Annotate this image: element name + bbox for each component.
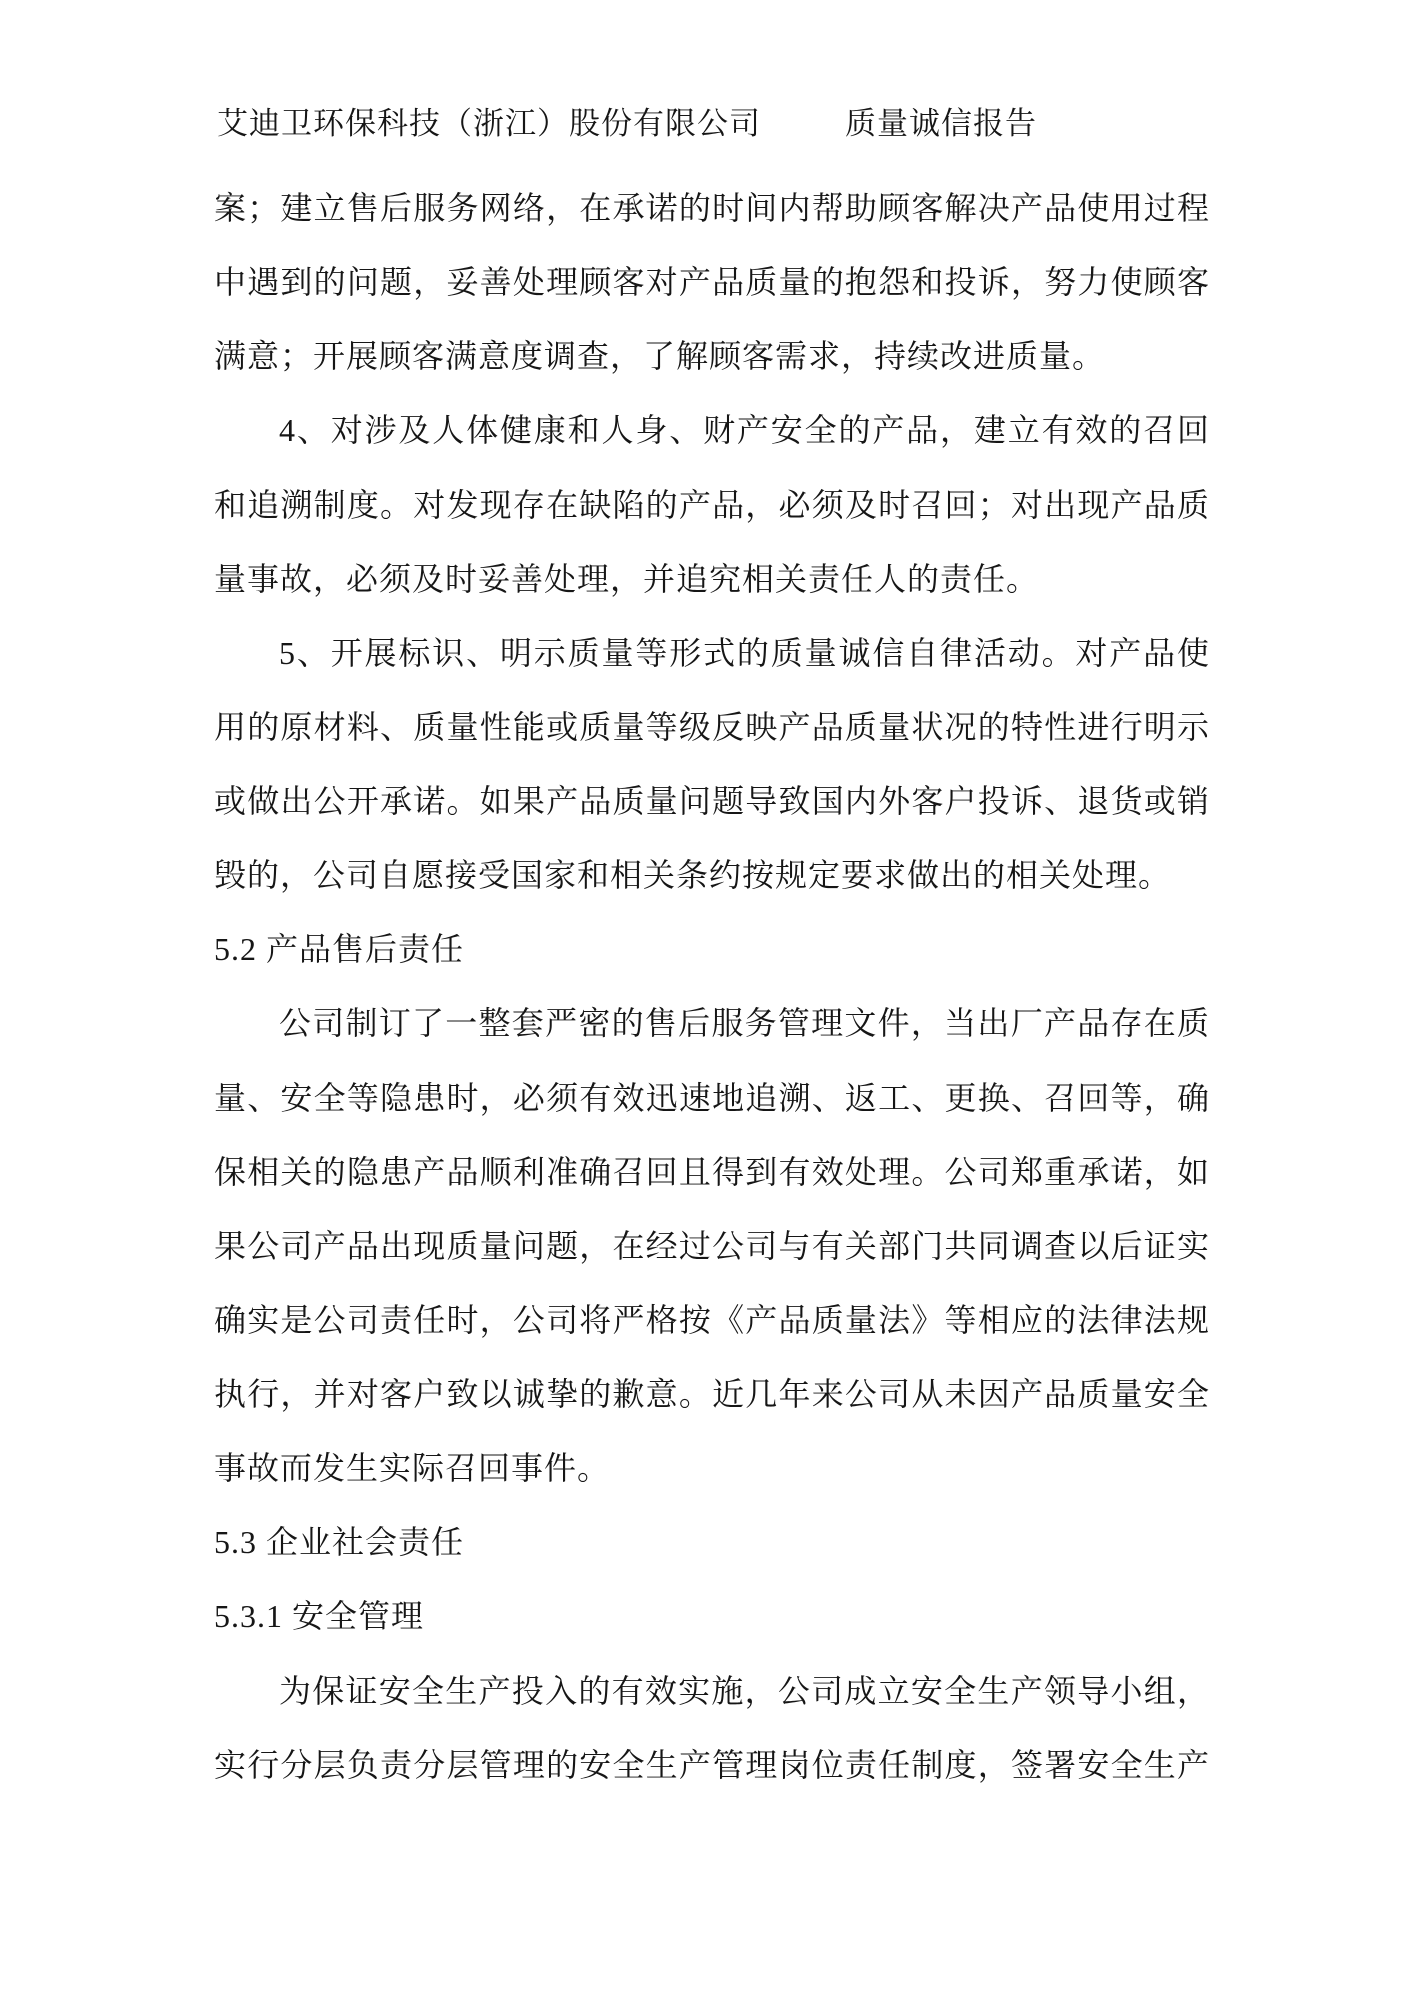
text-line: 保相关的隐患产品顺利准确召回且得到有效处理。公司郑重承诺，如 [214,1153,1209,1190]
text-line: 毁的，公司自愿接受国家和相关条约按规定要求做出的相关处理。 [214,857,1172,894]
text-line: 5.3.1 安全管理 [214,1598,425,1635]
text-line: 和追溯制度。对发现存在缺陷的产品，必须及时召回；对出现产品质 [214,486,1209,523]
text-line: 实行分层负责分层管理的安全生产管理岗位责任制度，签署安全生产 [214,1746,1209,1783]
text-line: 为保证安全生产投入的有效实施，公司成立安全生产领导小组， [279,1672,1209,1709]
text-line: 量、安全等隐患时，必须有效迅速地追溯、返工、更换、召回等，确 [214,1079,1209,1116]
text-line: 4、对涉及人体健康和人身、财产安全的产品，建立有效的召回 [279,412,1209,449]
text-line: 用的原材料、质量性能或质量等级反映产品质量状况的特性进行明示 [214,708,1209,745]
text-line: 或做出公开承诺。如果产品质量问题导致国内外客户投诉、退货或销 [214,783,1209,819]
text-line: 执行，并对客户致以诚挚的歉意。近几年来公司从未因产品质量安全 [214,1376,1209,1412]
text-line: 果公司产品出现质量问题，在经过公司与有关部门共同调查以后证实 [214,1227,1209,1264]
text-line: 5.2 产品售后责任 [214,931,465,968]
page-header [217,104,1037,144]
text-line: 5、开展标识、明示质量等形式的质量诚信自律活动。对产品使 [279,634,1209,671]
text-line: 满意；开展顾客满意度调查，了解顾客需求，持续改进质量。 [214,338,1106,375]
document-body [214,171,1209,1802]
header-doc-title: 质量诚信报告 [845,106,1037,141]
text-line: 5.3 企业社会责任 [214,1524,465,1561]
text-line: 事故而发生实际召回事件。 [214,1450,611,1487]
header-company-name: 艾迪卫环保科技（浙江）股份有限公司 [217,106,761,141]
text-line: 案；建立售后服务网络，在承诺的时间内帮助顾客解决产品使用过程 [214,190,1209,226]
text-line: 确实是公司责任时，公司将严格按《产品质量法》等相应的法律法规 [214,1301,1209,1338]
text-line: 中遇到的问题，妥善处理顾客对产品质量的抱怨和投诉，努力使顾客 [214,264,1209,301]
text-line: 量事故，必须及时妥善处理，并追究相关责任人的责任。 [214,560,1040,597]
text-line: 公司制订了一整套严密的售后服务管理文件，当出厂产品存在质 [279,1005,1209,1042]
